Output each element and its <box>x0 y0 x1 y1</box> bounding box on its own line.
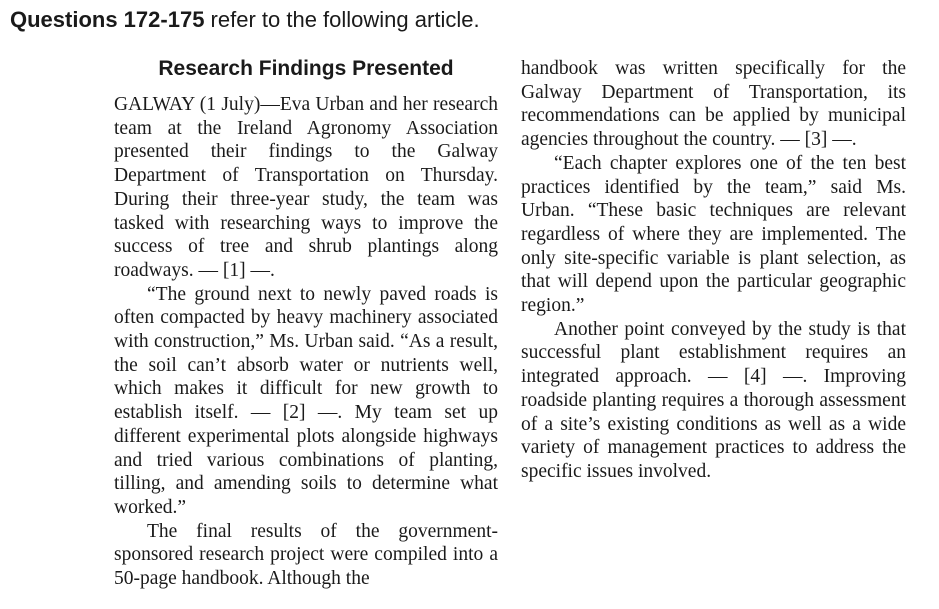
question-range: Questions 172-175 <box>10 7 205 32</box>
article-paragraph: handbook was written specifically for the Galway Department of Transportation, its recommendations can be applied by municipal agencies throughout the country. — [3] —. <box>521 58 906 151</box>
article-right-column <box>521 57 906 484</box>
question-intro: refer to the following article. <box>204 7 480 32</box>
article-paragraph: Another point conveyed by the study is that successful plant establishment requires an integrated approach. — [4] —. Improving roadside planting requires a thorough assessment of a site’s existing conditions as well as a wide variety of management practices to address the specific issues involved. <box>521 318 906 482</box>
article-left-column <box>114 93 498 591</box>
article-paragraph: “The ground next to newly paved roads is often compacted by heavy machinery associated with construction,” Ms. Urban said. “As a result, the soil can’t absorb water or nutrients well, which makes it difficult for new growth to establish itself. — [2] —. My team set up different experimental plots alongside highways and tried various combinations of planting, tilling, and amending soils to determine what worked.” <box>114 283 498 518</box>
article-title: Research Findings Presented <box>158 57 454 80</box>
article-paragraph: GALWAY (1 July)—Eva Urban and her research team at the Ireland Agronomy Association presented their findings to the Galway Department of Transportation on Thursday. During their three-year study, the team was tasked with researching ways to improve the success of tree and shrub plantings along roadways. — [1] —. <box>114 94 498 281</box>
article-paragraph: “Each chapter explores one of the ten best practices identified by the team,” said Ms. Urban. “These basic techniques are relevant regardless of where they are implemented. The only site-specific variable is plant selection, as that will depend upon the particular geographic region.” <box>521 152 906 317</box>
article-paragraph: The final results of the government-sponsored research project were compiled into a 50-page handbook. Although the <box>114 520 498 590</box>
question-header <box>10 6 480 34</box>
